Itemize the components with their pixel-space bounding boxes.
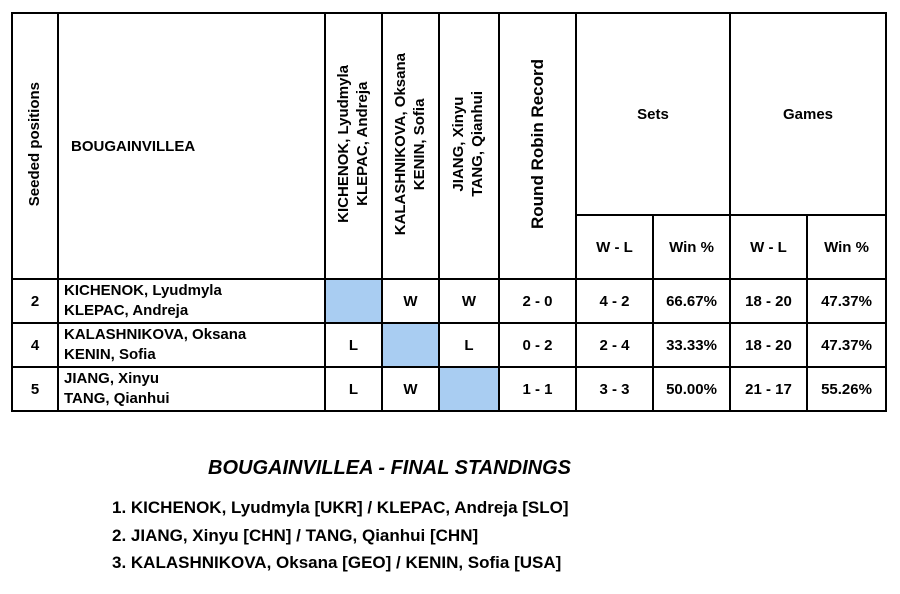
- self-match-cell: [382, 323, 439, 367]
- sets-wl-cell: 3 - 3: [576, 367, 653, 411]
- sets-pct-cell: 50.00%: [653, 367, 730, 411]
- col-header-team-2: KALASHNIKOVA, Oksana KENIN, Sofia: [382, 13, 439, 279]
- standings-item: 2. JIANG, Xinyu [CHN] / TANG, Qianhui [CHN]: [112, 525, 479, 545]
- games-pct-cell: 55.26%: [807, 367, 886, 411]
- table-row: [12, 367, 886, 411]
- standings-item: 3. KALASHNIKOVA, Oksana [GEO] / KENIN, Sofia [USA]: [112, 553, 562, 572]
- games-winpct-header: Win %: [807, 215, 886, 279]
- sets-wl-header: W - L: [576, 215, 653, 279]
- seed-cell: 2: [12, 279, 58, 323]
- sets-winpct-header: Win %: [653, 215, 730, 279]
- seed-cell: 5: [12, 367, 58, 411]
- sets-pct-cell: 66.67%: [653, 279, 730, 323]
- result-cell: W: [439, 279, 499, 323]
- games-wl-header: W - L: [730, 215, 807, 279]
- self-match-cell: [325, 279, 382, 323]
- games-header: Games: [730, 13, 886, 215]
- sets-pct-cell: 33.33%: [653, 323, 730, 367]
- standings-title: BOUGAINVILLEA - FINAL STANDINGS: [208, 457, 571, 479]
- col-header-team-1: KICHENOK, Lyudmyla KLEPAC, Andreja: [325, 13, 382, 279]
- self-match-cell: [439, 367, 499, 411]
- result-cell: L: [325, 367, 382, 411]
- standings-list: [112, 494, 569, 577]
- record-cell: 1 - 1: [499, 367, 576, 411]
- games-pct-cell: 47.37%: [807, 323, 886, 367]
- result-cell: L: [439, 323, 499, 367]
- group-name-header: BOUGAINVILLEA: [58, 13, 325, 279]
- games-wl-cell: 18 - 20: [730, 323, 807, 367]
- record-cell: 0 - 2: [499, 323, 576, 367]
- sets-wl-cell: 2 - 4: [576, 323, 653, 367]
- rr-record-header: Round Robin Record: [499, 13, 576, 279]
- result-cell: W: [382, 367, 439, 411]
- games-wl-cell: 21 - 17: [730, 367, 807, 411]
- record-cell: 2 - 0: [499, 279, 576, 323]
- sets-wl-cell: 4 - 2: [576, 279, 653, 323]
- team-names-cell: KALASHNIKOVA, Oksana KENIN, Sofia: [58, 323, 325, 367]
- round-robin-table: [11, 12, 887, 412]
- team-names-cell: KICHENOK, Lyudmyla KLEPAC, Andreja: [58, 279, 325, 323]
- table-row: [12, 279, 886, 323]
- team-names-cell: JIANG, Xinyu TANG, Qianhui: [58, 367, 325, 411]
- result-cell: W: [382, 279, 439, 323]
- col-header-team-3: JIANG, Xinyu TANG, Qianhui: [439, 13, 499, 279]
- table-row: [12, 323, 886, 367]
- games-wl-cell: 18 - 20: [730, 279, 807, 323]
- games-pct-cell: 47.37%: [807, 279, 886, 323]
- result-cell: L: [325, 323, 382, 367]
- standings-item: 1. KICHENOK, Lyudmyla [UKR] / KLEPAC, Andreja [SLO]: [112, 498, 569, 517]
- sets-header: Sets: [576, 13, 730, 215]
- seeded-positions-header: Seeded positions: [12, 13, 58, 279]
- seed-cell: 4: [12, 323, 58, 367]
